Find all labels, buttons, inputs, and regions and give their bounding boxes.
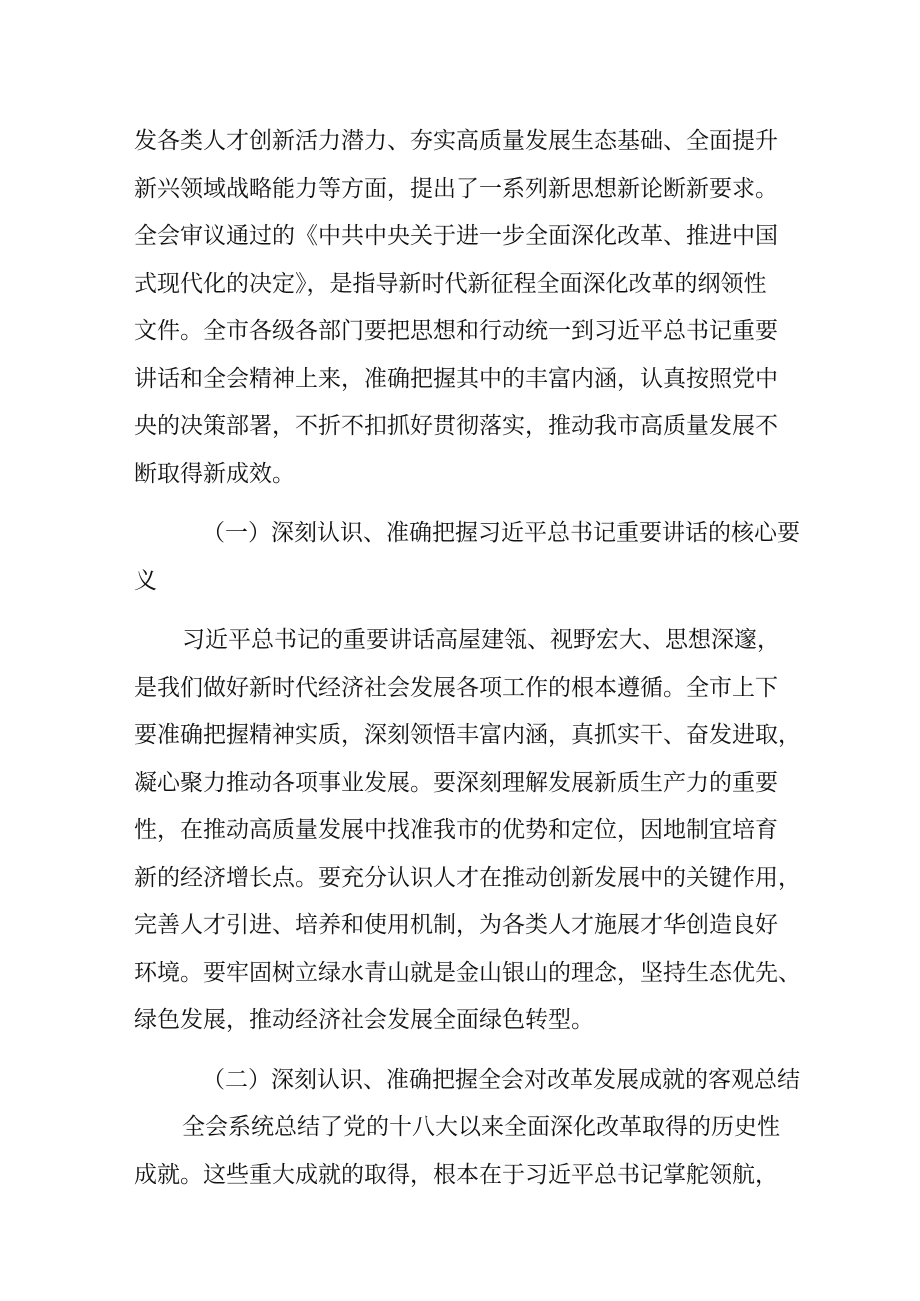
- body-paragraph: [134, 118, 794, 498]
- paragraph-spacer: [134, 605, 794, 617]
- body-paragraph: [134, 1104, 794, 1199]
- heading-line: 义: [134, 567, 157, 594]
- paragraph-spacer: [134, 1045, 794, 1057]
- section-heading: [134, 510, 800, 605]
- document-body: [134, 118, 801, 1199]
- text-line: 全会系统总结了党的十八大以来全面深化改革取得的历史性: [182, 1114, 780, 1140]
- text-line: 新的经济增长点。要充分认识人才在推动创新发展中的关键作用，: [134, 864, 801, 891]
- paragraph-spacer: [134, 498, 794, 510]
- text-line: 凝心聚力推动各项事业发展。要深刻理解发展新质生产力的重要: [134, 769, 778, 796]
- text-line: 式现代化的决定》，是指导新时代新征程全面深化改革的纲领性: [134, 270, 767, 297]
- body-paragraph: [134, 617, 801, 1045]
- text-line: 习近平总书记的重要讲话高屋建瓴、视野宏大、思想深邃，: [182, 627, 780, 653]
- text-line: 要准确把握精神实质，深刻领悟丰富内涵，真抓实干、奋发进取，: [134, 722, 801, 748]
- text-line: 发各类人才创新活力潜力、夯实高质量发展生态基础、全面提升: [134, 128, 778, 154]
- text-line: 成就。这些重大成就的取得，根本在于习近平总书记掌舵领航，: [134, 1161, 778, 1188]
- heading-line: （一）深刻认识、准确把握习近平总书记重要讲话的核心要: [202, 520, 800, 546]
- text-line: 央的决策部署，不折不扣抓好贯彻落实，推动我市高质量发展不: [134, 413, 778, 439]
- heading-line: （二）深刻认识、准确把握全会对改革发展成就的客观总结: [202, 1066, 800, 1093]
- text-line: 断取得新成效。: [134, 460, 295, 487]
- text-line: 完善人才引进、培养和使用机制，为各类人才施展才华创造良好: [134, 912, 778, 938]
- text-line: 新兴领域战略能力等方面，提出了一系列新思想新论断新要求。: [134, 175, 778, 202]
- text-line: 绿色发展，推动经济社会发展全面绿色转型。: [134, 1007, 594, 1033]
- text-line: 环境。要牢固树立绿水青山就是金山银山的理念，坚持生态优先、: [134, 959, 801, 986]
- text-line: 讲话和全会精神上来，准确把握其中的丰富内涵，认真按照党中: [134, 365, 778, 392]
- text-line: 是我们做好新时代经济社会发展各项工作的根本遵循。全市上下: [134, 674, 778, 701]
- text-line: 全会审议通过的《中共中央关于进一步全面深化改革、推进中国: [134, 223, 778, 249]
- text-line: 性，在推动高质量发展中找准我市的优势和定位，因地制宜培育: [134, 817, 778, 843]
- section-heading: [134, 1057, 800, 1105]
- text-line: 文件。全市各级各部门要把思想和行动统一到习近平总书记重要: [134, 318, 778, 344]
